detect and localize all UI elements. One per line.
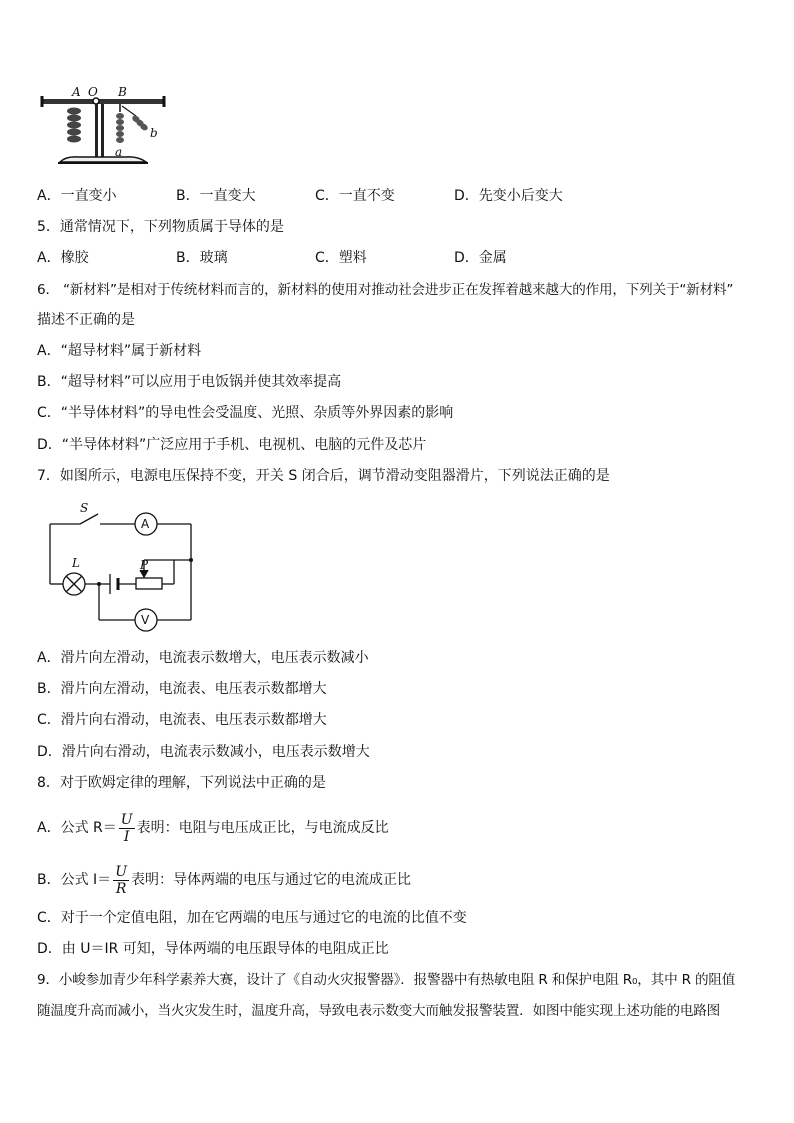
q5-option-a: A．橡胶 bbox=[37, 250, 89, 266]
q8-stem: 8．对于欧姆定律的理解，下列说法中正确的是 bbox=[37, 775, 326, 791]
circuit-lamp-label: L bbox=[72, 556, 80, 570]
fig4-label-b-lower: b bbox=[150, 126, 158, 140]
fig4-label-a-lower: a bbox=[115, 145, 123, 159]
q4-figure bbox=[38, 86, 170, 176]
q7-option-a: A．滑片向左滑动，电流表示数增大，电压表示数减小 bbox=[37, 650, 369, 666]
fig4-label-b-upper: B bbox=[118, 86, 127, 99]
q8-option-a: A．公式 R＝ $\frac{U}{I}$ 表明：电阻与电压成正比，与电流成反比 bbox=[37, 811, 389, 845]
q6-option-b: B．“超导材料”可以应用于电饭锅并使其效率提高 bbox=[37, 374, 342, 390]
q4-option-c: C．一直不变 bbox=[315, 188, 395, 204]
q7-stem: 7．如图所示，电源电压保持不变，开关 S 闭合后，调节滑动变阻器滑片，下列说法正确的是 bbox=[37, 468, 610, 484]
q4-option-b: B．一直变大 bbox=[176, 188, 256, 204]
fig4-label-a-upper: A bbox=[72, 86, 81, 99]
fig4-label-o: O bbox=[88, 86, 98, 99]
q6-option-c: C．“半导体材料”的导电性会受温度、光照、杂质等外界因素的影响 bbox=[37, 405, 454, 421]
voltmeter-icon: V bbox=[141, 613, 150, 627]
q4-option-a: A．一直变小 bbox=[37, 188, 117, 204]
q5-option-d: D．金属 bbox=[454, 250, 507, 266]
circuit-slider-label: P bbox=[140, 558, 149, 572]
ammeter-icon: A bbox=[141, 517, 150, 531]
formula-fraction: $\frac{U}{R}$ bbox=[115, 863, 127, 897]
q6-option-d: D．“半导体材料”广泛应用于手机、电视机、电脑的元件及芯片 bbox=[37, 437, 427, 453]
q6-option-a: A．“超导材料”属于新材料 bbox=[37, 343, 202, 359]
q8-option-c: C．对于一个定值电阻，加在它两端的电压与通过它的电流的比值不变 bbox=[37, 910, 467, 926]
q7-option-b: B．滑片向左滑动，电流表、电压表示数都增大 bbox=[37, 681, 327, 697]
q5-option-b: B．玻璃 bbox=[176, 250, 228, 266]
q9-line1: 9．小峻参加青少年科学素养大赛，设计了《自动火灾报警器》．报警器中有热敏电阻 R 和保护电阻 R₀，其中 R 的阻值 bbox=[37, 972, 736, 988]
q8-option-b: B．公式 I＝ $\frac{U}{R}$ 表明：导体两端的电压与通过它的电流成正比 bbox=[37, 863, 411, 897]
circuit-switch-label: S bbox=[80, 501, 89, 515]
q5-stem: 5．通常情况下，下列物质属于导体的是 bbox=[37, 219, 284, 235]
q9-line2: 随温度升高而减小，当火灾发生时，温度升高，导致电表示数变大而触发报警装置．如图中能实现上述功能的电路图 bbox=[37, 1003, 721, 1019]
formula-fraction: $\frac{U}{I}$ bbox=[120, 811, 133, 845]
q4-option-d: D．先变小后变大 bbox=[454, 188, 563, 204]
q6-stem-line1: 6． “新材料”是相对于传统材料而言的，新材料的使用对推动社会进步正在发挥着越来越大的作用，下列关于“新材料” bbox=[37, 282, 734, 298]
q8-option-d: D．由 U＝IR 可知，导体两端的电压跟导体的电阻成正比 bbox=[37, 941, 389, 957]
q7-option-c: C．滑片向右滑动，电流表、电压表示数都增大 bbox=[37, 712, 327, 728]
q5-option-c: C．塑料 bbox=[315, 250, 367, 266]
q6-stem-line2: 描述不正确的是 bbox=[37, 312, 135, 328]
q7-circuit-diagram bbox=[40, 500, 200, 635]
q7-option-d: D．滑片向右滑动，电流表示数减小，电压表示数增大 bbox=[37, 744, 370, 760]
